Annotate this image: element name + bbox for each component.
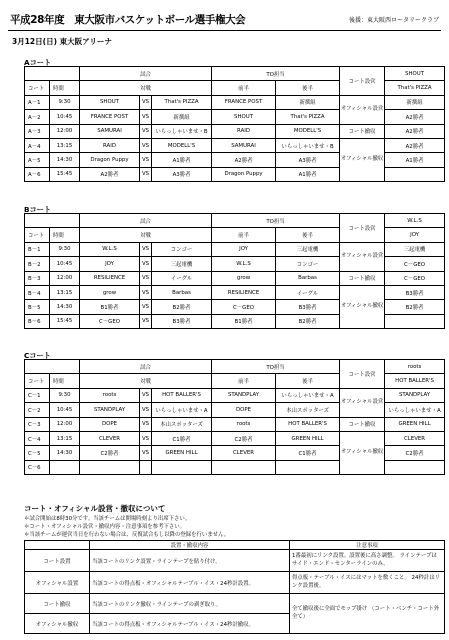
to-second-half: 新撰組	[276, 95, 340, 109]
header-matchup: 対戦	[80, 81, 212, 95]
notes-row-caution: 得点板・テーブル・イスにはマットを敷くこと。 24秒計はリンク設置後。	[290, 572, 445, 594]
game-vs: VS	[140, 138, 152, 152]
game-time: 12:00	[50, 271, 80, 285]
removal-team: A2勝者	[385, 124, 445, 138]
notes-row-content: 当該コートのリンク撤収・ラインテープの剥ぎ取り。	[90, 594, 290, 614]
game-away-team: Barbas	[152, 285, 212, 299]
to-first-half: SHOUT	[212, 110, 276, 124]
to-second-half: 三起電機	[276, 242, 340, 256]
game-time: 13:15	[50, 138, 80, 152]
court-label: Aコート	[24, 58, 52, 67]
side-cell: B2勝者	[385, 300, 445, 314]
game-home-team: DOPE	[80, 417, 140, 431]
header-blank	[25, 360, 80, 374]
game-id: A－5	[25, 153, 50, 167]
notes-row-content: 当該コートの得点板・オフィシャルテーブル・イス・24秒計撤収。	[90, 614, 290, 634]
game-id: C－1	[25, 388, 50, 402]
sponsor-text: 後援：東大阪西ロータリークラブ	[348, 17, 439, 24]
game-home-team: RESILIENCE	[80, 271, 140, 285]
removal-label: コート撤収	[340, 271, 385, 285]
setup-team: W.L.S	[385, 214, 445, 228]
game-away-team: MODELL'S	[152, 138, 212, 152]
game-away-team: B2勝者	[152, 300, 212, 314]
official-removal-label: オフィシャル撤収	[340, 285, 385, 328]
notes-header-blank	[25, 541, 90, 550]
court-schedule-table	[24, 359, 445, 475]
to-second-half	[276, 460, 340, 474]
to-second-half: B2勝者	[276, 314, 340, 328]
game-away-team: GREEN HILL	[152, 446, 212, 460]
notes-row-label: コート設置	[25, 550, 90, 572]
to-first-half: C－GEO	[212, 300, 276, 314]
game-id: B－1	[25, 242, 50, 256]
header-time: 時間	[50, 228, 80, 242]
to-first-half: DOPE	[212, 403, 276, 417]
game-id: C－6	[25, 460, 50, 474]
to-first-half: C2勝者	[212, 431, 276, 445]
official-setup-label: オフィシャル設営	[340, 242, 385, 271]
court-schedule-table	[24, 213, 445, 329]
header-matchup: 対戦	[80, 228, 212, 242]
game-time: 14:30	[50, 153, 80, 167]
notes-header-content: 設置・撤収内容	[90, 541, 290, 550]
to-first-half: CLEVER	[212, 446, 276, 460]
side-cell: STANDPLAY	[385, 388, 445, 402]
header-first-half: 前半	[212, 228, 276, 242]
game-time: 14:30	[50, 300, 80, 314]
side-cell: 新撰組	[385, 95, 445, 109]
table-header-row	[25, 67, 445, 81]
game-time: 13:15	[50, 431, 80, 445]
removal-team: C－GEO	[385, 271, 445, 285]
notes-heading: コート・オフィシャル設営・撤収について	[24, 504, 166, 513]
game-home-team: SHOUT	[80, 95, 140, 109]
side-cell: A1勝者	[385, 153, 445, 167]
game-home-team: W.L.S	[80, 242, 140, 256]
header-first-half: 前半	[212, 81, 276, 95]
table-row	[25, 138, 445, 152]
to-second-half: いらっしゃいませ・B	[276, 138, 340, 152]
to-second-half: A1勝者	[276, 167, 340, 181]
official-setup-label: オフィシャル設営	[340, 388, 385, 417]
notes-row-content: 当該コートの得点板・オフィシャルテーブル・イス・24秒計設置。	[90, 572, 290, 594]
game-away-team: いらっしゃいませ・A	[152, 403, 212, 417]
setup-team: roots	[385, 360, 445, 374]
header-first-half: 前半	[212, 374, 276, 388]
side-cell	[385, 314, 445, 328]
note-line: ＊コート・オフィシャル設営・撤収内容・注意事項を参考下さい。	[24, 524, 186, 530]
game-home-team: B1勝者	[80, 300, 140, 314]
to-second-half: 本山スポッターズ	[276, 403, 340, 417]
game-id: A－4	[25, 138, 50, 152]
header-match: 試合	[80, 67, 212, 81]
game-time: 10:45	[50, 257, 80, 271]
game-home-team: grow	[80, 285, 140, 299]
header-time: 時間	[50, 374, 80, 388]
game-id: A－3	[25, 124, 50, 138]
notes-row-caution: 1番最初にリンク設置。設置後に高さ調整。 ラインテープはサイド・エンド・センターラインのみ。	[290, 550, 445, 572]
game-away-team: 本山スポッターズ	[152, 417, 212, 431]
game-away-team: 三起電機	[152, 257, 212, 271]
game-home-team: SAMURAI	[80, 124, 140, 138]
to-second-half: GREEN HILL	[276, 431, 340, 445]
game-time: 13:15	[50, 285, 80, 299]
to-second-half: いらっしゃいませ・A	[276, 388, 340, 402]
table-row	[25, 285, 445, 299]
game-home-team: FRANCE POST	[80, 110, 140, 124]
game-id: C－3	[25, 417, 50, 431]
table-row	[25, 95, 445, 109]
header-second-half: 後半	[276, 374, 340, 388]
notes-row-label: オフィシャル撤収	[25, 614, 90, 634]
game-away-team: A3勝者	[152, 167, 212, 181]
game-home-team: C－GEO	[80, 314, 140, 328]
to-second-half: B3勝者	[276, 300, 340, 314]
game-vs: VS	[140, 153, 152, 167]
game-vs: VS	[140, 285, 152, 299]
date-venue: 3月12日(日) 東大阪アリーナ	[12, 37, 112, 46]
side-cell: B3勝者	[385, 285, 445, 299]
to-second-half: A3勝者	[276, 153, 340, 167]
game-away-team: A1勝者	[152, 153, 212, 167]
to-second-half: C1勝者	[276, 446, 340, 460]
notes-table	[24, 540, 445, 634]
to-first-half: grow	[212, 271, 276, 285]
header-court: コート	[25, 81, 50, 95]
to-first-half: RESILIENCE	[212, 285, 276, 299]
header-setup: コート設営	[340, 67, 385, 96]
side-cell: CLEVER	[385, 431, 445, 445]
game-vs: VS	[140, 110, 152, 124]
game-home-team: roots	[80, 388, 140, 402]
game-home-team: RAID	[80, 138, 140, 152]
side-cell: JOY	[385, 228, 445, 242]
court-label: Cコート	[24, 351, 51, 360]
header-setup: コート設営	[340, 214, 385, 243]
to-second-half: HOT BALLER'S	[276, 417, 340, 431]
game-home-team: JOY	[80, 257, 140, 271]
game-vs: VS	[140, 388, 152, 402]
table-row	[25, 431, 445, 445]
side-cell: That's PIZZA	[385, 81, 445, 95]
notes-row-label: コート撤収	[25, 594, 90, 614]
game-id: A－2	[25, 110, 50, 124]
game-id: C－5	[25, 446, 50, 460]
to-second-half: コンゴー	[276, 257, 340, 271]
notes-row-content: 当該コートのリンク設置・ラインテープを貼り付け。	[90, 550, 290, 572]
header-time: 時間	[50, 81, 80, 95]
to-second-half: That's PIZZA	[276, 110, 340, 124]
to-first-half: B1勝者	[212, 314, 276, 328]
game-vs: VS	[140, 257, 152, 271]
to-first-half: JOY	[212, 242, 276, 256]
header-setup: コート設営	[340, 360, 385, 389]
header-blank	[25, 214, 80, 228]
table-header-row	[25, 214, 445, 228]
game-time: 10:45	[50, 403, 80, 417]
game-vs: VS	[140, 271, 152, 285]
official-removal-label: オフィシャル撤収	[340, 431, 385, 474]
game-vs: VS	[140, 403, 152, 417]
header-blank	[25, 67, 80, 81]
header-to: TO担当	[212, 67, 340, 81]
setup-team: SHOUT	[385, 67, 445, 81]
game-home-team: A2勝者	[80, 167, 140, 181]
table-row	[25, 417, 445, 431]
game-home-team: Dragon Puppy	[80, 153, 140, 167]
header-second-half: 後半	[276, 81, 340, 95]
game-vs: VS	[140, 242, 152, 256]
table-header-row	[25, 360, 445, 374]
to-first-half: FRANCE POST	[212, 95, 276, 109]
game-away-team	[152, 460, 212, 474]
game-away-team: B3勝者	[152, 314, 212, 328]
to-first-half: RAID	[212, 124, 276, 138]
game-id: C－2	[25, 403, 50, 417]
to-first-half: SAMURAI	[212, 138, 276, 152]
game-id: B－2	[25, 257, 50, 271]
game-vs: VS	[140, 124, 152, 138]
game-vs: VS	[140, 95, 152, 109]
side-cell: C－GEO	[385, 257, 445, 271]
side-cell: HOT BALLER'S	[385, 374, 445, 388]
official-removal-label: オフィシャル撤収	[340, 138, 385, 181]
header-court: コート	[25, 374, 50, 388]
notes-row	[25, 572, 445, 594]
removal-team: GREEN HILL	[385, 417, 445, 431]
game-vs	[140, 460, 152, 474]
notes-row-label: オフィシャル設置	[25, 572, 90, 594]
game-vs: VS	[140, 446, 152, 460]
game-away-team: コンゴー	[152, 242, 212, 256]
game-away-team: That's PIZZA	[152, 95, 212, 109]
table-row	[25, 388, 445, 402]
notes-row-caution: 全て撤収後に全面でモップ掛け （コート・ベンチ・コート外全て）	[290, 594, 445, 634]
game-time: 9:30	[50, 242, 80, 256]
side-cell: 三起電機	[385, 242, 445, 256]
court-label: Bコート	[24, 205, 52, 214]
note-line: ＊当該チームが運営当日を行わない場合は、反復試合もし以降の登録を行いません。	[24, 532, 230, 538]
game-id: B－3	[25, 271, 50, 285]
to-first-half: roots	[212, 417, 276, 431]
header-court: コート	[25, 228, 50, 242]
official-setup-label: オフィシャル設営	[340, 95, 385, 124]
notes-row	[25, 550, 445, 572]
game-id: B－6	[25, 314, 50, 328]
notes-table-header	[25, 541, 445, 550]
game-time: 10:45	[50, 110, 80, 124]
table-row	[25, 242, 445, 256]
game-id: C－4	[25, 431, 50, 445]
to-first-half: STANDPLAY	[212, 388, 276, 402]
side-cell: A2勝者	[385, 110, 445, 124]
title-divider	[8, 30, 441, 31]
game-time	[50, 460, 80, 474]
game-time: 15:45	[50, 167, 80, 181]
game-away-team: C1勝者	[152, 431, 212, 445]
header-to: TO担当	[212, 214, 340, 228]
to-first-half: A2勝者	[212, 153, 276, 167]
side-cell: いらっしゃいませ・A	[385, 403, 445, 417]
game-id: A－6	[25, 167, 50, 181]
header-match: 試合	[80, 360, 212, 374]
to-second-half: Barbas	[276, 271, 340, 285]
game-away-team: 新撰組	[152, 110, 212, 124]
removal-label: コート撤収	[340, 124, 385, 138]
game-vs: VS	[140, 167, 152, 181]
side-cell: A2勝者	[385, 138, 445, 152]
side-cell	[385, 167, 445, 181]
to-first-half: Dragon Puppy	[212, 167, 276, 181]
game-away-team: HOT BALLER'S	[152, 388, 212, 402]
table-row	[25, 124, 445, 138]
game-time: 12:00	[50, 124, 80, 138]
game-time: 9:30	[50, 95, 80, 109]
game-home-team: C2勝者	[80, 446, 140, 460]
game-id: A－1	[25, 95, 50, 109]
game-home-team: CLEVER	[80, 431, 140, 445]
to-second-half: イーグル	[276, 285, 340, 299]
side-cell	[385, 460, 445, 474]
game-id: B－5	[25, 300, 50, 314]
game-home-team	[80, 460, 140, 474]
notes-header-caution: 注意事項	[290, 541, 445, 550]
game-time: 15:45	[50, 314, 80, 328]
header-matchup: 対戦	[80, 374, 212, 388]
game-id: B－4	[25, 285, 50, 299]
table-row	[25, 271, 445, 285]
side-cell: C2勝者	[385, 446, 445, 460]
game-vs: VS	[140, 300, 152, 314]
game-time: 12:00	[50, 417, 80, 431]
game-away-team: いらっしゃいませ・B	[152, 124, 212, 138]
to-first-half	[212, 460, 276, 474]
header-second-half: 後半	[276, 228, 340, 242]
game-vs: VS	[140, 417, 152, 431]
header-match: 試合	[80, 214, 212, 228]
court-schedule-table	[24, 66, 445, 182]
game-vs: VS	[140, 314, 152, 328]
removal-label: コート撤収	[340, 417, 385, 431]
game-vs: VS	[140, 431, 152, 445]
to-first-half: W.L.S	[212, 257, 276, 271]
game-away-team: イーグル	[152, 271, 212, 285]
to-second-half: MODELL'S	[276, 124, 340, 138]
game-time: 14:30	[50, 446, 80, 460]
note-line: ＊試合開始は8時30分です。当該チームは開場時刻より出席下さい。	[24, 516, 191, 522]
header-to: TO担当	[212, 360, 340, 374]
game-home-team: STANDPLAY	[80, 403, 140, 417]
page-title: 平成28年度 東大阪市バスケットボール選手権大会	[10, 14, 246, 26]
notes-row	[25, 594, 445, 614]
game-time: 9:30	[50, 388, 80, 402]
